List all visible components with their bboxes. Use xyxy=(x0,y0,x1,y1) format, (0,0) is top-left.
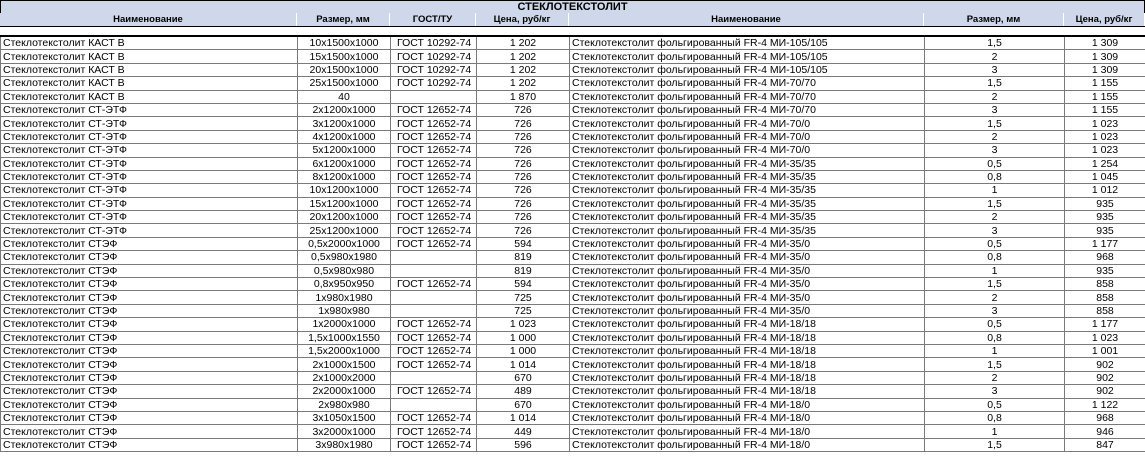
gost-cell: ГОСТ 12652-74 xyxy=(391,385,477,398)
right-price-cell: 968 xyxy=(1065,251,1145,264)
table-row xyxy=(1,157,1145,170)
right-size-cell: 0,8 xyxy=(925,411,1065,424)
left-price-cell: 449 xyxy=(477,425,570,438)
gost-cell: ГОСТ 10292-74 xyxy=(391,63,477,76)
header-price-left: Цена, руб/кг xyxy=(476,13,569,26)
right-price-cell: 1 155 xyxy=(1065,77,1145,90)
left-price-cell: 1 000 xyxy=(477,344,570,357)
right-size-cell: 1,5 xyxy=(925,438,1065,451)
left-size-cell: 8х1200х1000 xyxy=(298,170,391,183)
table-row xyxy=(1,398,1145,411)
table-row xyxy=(1,170,1145,183)
right-size-cell: 1 xyxy=(925,344,1065,357)
right-name-cell: Стеклотекстолит фольгированный FR-4 МИ-35/35 xyxy=(570,184,925,197)
right-size-cell: 0,8 xyxy=(925,170,1065,183)
left-size-cell: 2х1200х1000 xyxy=(298,103,391,116)
gost-cell: ГОСТ 10292-74 xyxy=(391,50,477,63)
right-price-cell: 1 309 xyxy=(1065,36,1145,50)
right-price-cell: 1 155 xyxy=(1065,103,1145,116)
table-row xyxy=(1,438,1145,451)
gost-cell xyxy=(391,398,477,411)
price-table xyxy=(0,35,1145,452)
table-row xyxy=(1,304,1145,317)
table-row xyxy=(1,278,1145,291)
left-size-cell: 2х980х980 xyxy=(298,398,391,411)
header-price-right: Цена, руб/кг xyxy=(1064,13,1145,26)
left-name-cell: Стеклотекстолит СТЭФ xyxy=(1,304,298,317)
right-name-cell: Стеклотекстолит фольгированный FR-4 МИ-35/35 xyxy=(570,211,925,224)
right-price-cell: 935 xyxy=(1065,264,1145,277)
right-size-cell: 3 xyxy=(925,144,1065,157)
gost-cell: ГОСТ 12652-74 xyxy=(391,237,477,250)
gost-cell: ГОСТ 12652-74 xyxy=(391,224,477,237)
left-name-cell: Стеклотекстолит СТ-ЭТФ xyxy=(1,184,298,197)
gost-cell: ГОСТ 12652-74 xyxy=(391,197,477,210)
gost-cell: ГОСТ 12652-74 xyxy=(391,130,477,143)
header-name-left: Наименование xyxy=(0,13,297,26)
left-size-cell: 5х1200х1000 xyxy=(298,144,391,157)
price-table-body xyxy=(1,36,1145,452)
gost-cell: ГОСТ 12652-74 xyxy=(391,331,477,344)
gost-cell: ГОСТ 12652-74 xyxy=(391,170,477,183)
table-row xyxy=(1,103,1145,116)
left-name-cell: Стеклотекстолит СТЭФ xyxy=(1,291,298,304)
right-name-cell: Стеклотекстолит фольгированный FR-4 МИ-35/0 xyxy=(570,304,925,317)
right-price-cell: 902 xyxy=(1065,371,1145,384)
right-name-cell: Стеклотекстолит фольгированный FR-4 МИ-35/35 xyxy=(570,170,925,183)
left-price-cell: 726 xyxy=(477,117,570,130)
right-size-cell: 1 xyxy=(925,425,1065,438)
left-size-cell: 20х1500х1000 xyxy=(298,63,391,76)
left-name-cell: Стеклотекстолит СТ-ЭТФ xyxy=(1,224,298,237)
right-price-cell: 1 177 xyxy=(1065,318,1145,331)
left-price-cell: 594 xyxy=(477,237,570,250)
header-size-left: Размер, мм xyxy=(297,13,390,26)
right-name-cell: Стеклотекстолит фольгированный FR-4 МИ-18/18 xyxy=(570,371,925,384)
table-row xyxy=(1,425,1145,438)
left-price-cell: 726 xyxy=(477,197,570,210)
left-price-cell: 1 014 xyxy=(477,411,570,424)
right-name-cell: Стеклотекстолит фольгированный FR-4 МИ-105/105 xyxy=(570,63,925,76)
left-name-cell: Стеклотекстолит КАСТ В xyxy=(1,90,298,103)
left-size-cell: 10х1200х1000 xyxy=(298,184,391,197)
left-price-cell: 1 014 xyxy=(477,358,570,371)
right-name-cell: Стеклотекстолит фольгированный FR-4 МИ-70/0 xyxy=(570,130,925,143)
right-size-cell: 1,5 xyxy=(925,36,1065,50)
right-size-cell: 0,5 xyxy=(925,237,1065,250)
right-name-cell: Стеклотекстолит фольгированный FR-4 МИ-105/105 xyxy=(570,50,925,63)
right-size-cell: 3 xyxy=(925,385,1065,398)
left-price-cell: 670 xyxy=(477,398,570,411)
right-price-cell: 858 xyxy=(1065,304,1145,317)
right-name-cell: Стеклотекстолит фольгированный FR-4 МИ-70/0 xyxy=(570,117,925,130)
left-name-cell: Стеклотекстолит СТ-ЭТФ xyxy=(1,157,298,170)
left-price-cell: 819 xyxy=(477,251,570,264)
table-row xyxy=(1,344,1145,357)
table-row xyxy=(1,385,1145,398)
right-size-cell: 3 xyxy=(925,103,1065,116)
table-row xyxy=(1,197,1145,210)
right-size-cell: 0,5 xyxy=(925,398,1065,411)
right-size-cell: 3 xyxy=(925,63,1065,76)
right-size-cell: 1,5 xyxy=(925,358,1065,371)
left-size-cell: 40 xyxy=(298,90,391,103)
right-size-cell: 0,5 xyxy=(925,157,1065,170)
left-size-cell: 4х1200х1000 xyxy=(298,130,391,143)
left-price-cell: 726 xyxy=(477,103,570,116)
right-price-cell: 935 xyxy=(1065,224,1145,237)
right-price-cell: 1 045 xyxy=(1065,170,1145,183)
gost-cell xyxy=(391,264,477,277)
right-price-cell: 858 xyxy=(1065,278,1145,291)
table-row xyxy=(1,184,1145,197)
table-row xyxy=(1,358,1145,371)
left-price-cell: 489 xyxy=(477,385,570,398)
header-name-right: Наименование xyxy=(569,13,924,26)
table-row xyxy=(1,63,1145,76)
right-name-cell: Стеклотекстолит фольгированный FR-4 МИ-18/18 xyxy=(570,318,925,331)
left-size-cell: 1х2000х1000 xyxy=(298,318,391,331)
left-name-cell: Стеклотекстолит СТЭФ xyxy=(1,264,298,277)
left-size-cell: 3х1050х1500 xyxy=(298,411,391,424)
right-price-cell: 902 xyxy=(1065,358,1145,371)
right-size-cell: 3 xyxy=(925,304,1065,317)
right-name-cell: Стеклотекстолит фольгированный FR-4 МИ-18/18 xyxy=(570,358,925,371)
left-name-cell: Стеклотекстолит СТЭФ xyxy=(1,251,298,264)
table-row xyxy=(1,117,1145,130)
left-size-cell: 15х1200х1000 xyxy=(298,197,391,210)
right-name-cell: Стеклотекстолит фольгированный FR-4 МИ-18/18 xyxy=(570,331,925,344)
table-row xyxy=(1,90,1145,103)
right-size-cell: 1,5 xyxy=(925,278,1065,291)
right-price-cell: 847 xyxy=(1065,438,1145,451)
left-price-cell: 726 xyxy=(477,170,570,183)
right-price-cell: 1 177 xyxy=(1065,237,1145,250)
gost-cell xyxy=(391,251,477,264)
left-size-cell: 0,5х2000х1000 xyxy=(298,237,391,250)
table-row xyxy=(1,318,1145,331)
right-name-cell: Стеклотекстолит фольгированный FR-4 МИ-35/0 xyxy=(570,278,925,291)
right-name-cell: Стеклотекстолит фольгированный FR-4 МИ-18/18 xyxy=(570,385,925,398)
left-name-cell: Стеклотекстолит СТ-ЭТФ xyxy=(1,130,298,143)
right-size-cell: 1,5 xyxy=(925,197,1065,210)
left-name-cell: Стеклотекстолит КАСТ В xyxy=(1,63,298,76)
left-size-cell: 1х980х1980 xyxy=(298,291,391,304)
right-size-cell: 2 xyxy=(925,90,1065,103)
table-row xyxy=(1,371,1145,384)
right-size-cell: 0,8 xyxy=(925,331,1065,344)
header-size-right: Размер, мм xyxy=(924,13,1064,26)
left-price-cell: 725 xyxy=(477,291,570,304)
right-price-cell: 858 xyxy=(1065,291,1145,304)
right-size-cell: 2 xyxy=(925,371,1065,384)
right-name-cell: Стеклотекстолит фольгированный FR-4 МИ-18/18 xyxy=(570,344,925,357)
right-name-cell: Стеклотекстолит фольгированный FR-4 МИ-18/0 xyxy=(570,425,925,438)
left-price-cell: 1 202 xyxy=(477,36,570,50)
right-size-cell: 1 xyxy=(925,264,1065,277)
table-row xyxy=(1,291,1145,304)
right-price-cell: 935 xyxy=(1065,197,1145,210)
right-name-cell: Стеклотекстолит фольгированный FR-4 МИ-70/70 xyxy=(570,77,925,90)
right-size-cell: 2 xyxy=(925,211,1065,224)
table-row xyxy=(1,211,1145,224)
gost-cell: ГОСТ 12652-74 xyxy=(391,103,477,116)
left-size-cell: 1,5х2000х1000 xyxy=(298,344,391,357)
left-name-cell: Стеклотекстолит СТЭФ xyxy=(1,398,298,411)
left-name-cell: Стеклотекстолит СТ-ЭТФ xyxy=(1,170,298,183)
left-price-cell: 819 xyxy=(477,264,570,277)
left-name-cell: Стеклотекстолит СТЭФ xyxy=(1,318,298,331)
right-price-cell: 1 023 xyxy=(1065,331,1145,344)
right-name-cell: Стеклотекстолит фольгированный FR-4 МИ-70/0 xyxy=(570,144,925,157)
gost-cell: ГОСТ 12652-74 xyxy=(391,425,477,438)
gost-cell: ГОСТ 12652-74 xyxy=(391,157,477,170)
gost-cell: ГОСТ 12652-74 xyxy=(391,358,477,371)
left-price-cell: 670 xyxy=(477,371,570,384)
left-size-cell: 10х1500х1000 xyxy=(298,36,391,50)
gost-cell: ГОСТ 12652-74 xyxy=(391,117,477,130)
table-row xyxy=(1,411,1145,424)
left-name-cell: Стеклотекстолит СТ-ЭТФ xyxy=(1,144,298,157)
gost-cell: ГОСТ 10292-74 xyxy=(391,36,477,50)
left-size-cell: 1х980х980 xyxy=(298,304,391,317)
header-gost: ГОСТ/ТУ xyxy=(390,13,476,26)
gost-cell: ГОСТ 10292-74 xyxy=(391,77,477,90)
right-price-cell: 1 309 xyxy=(1065,50,1145,63)
left-price-cell: 594 xyxy=(477,278,570,291)
table-row xyxy=(1,36,1145,50)
right-size-cell: 0,5 xyxy=(925,318,1065,331)
right-size-cell: 1,5 xyxy=(925,77,1065,90)
gost-cell xyxy=(391,291,477,304)
gost-cell: ГОСТ 12652-74 xyxy=(391,144,477,157)
left-name-cell: Стеклотекстолит СТЭФ xyxy=(1,438,298,451)
table-row xyxy=(1,331,1145,344)
left-name-cell: Стеклотекстолит СТ-ЭТФ xyxy=(1,117,298,130)
gost-cell: ГОСТ 12652-74 xyxy=(391,344,477,357)
right-price-cell: 1 023 xyxy=(1065,130,1145,143)
right-name-cell: Стеклотекстолит фольгированный FR-4 МИ-18/0 xyxy=(570,411,925,424)
gost-cell: ГОСТ 12652-74 xyxy=(391,318,477,331)
left-name-cell: Стеклотекстолит КАСТ В xyxy=(1,50,298,63)
left-price-cell: 726 xyxy=(477,130,570,143)
left-price-cell: 596 xyxy=(477,438,570,451)
page-title: СТЕКЛОТЕКСТОЛИТ xyxy=(0,0,1145,14)
right-name-cell: Стеклотекстолит фольгированный FR-4 МИ-35/35 xyxy=(570,157,925,170)
table-row xyxy=(1,224,1145,237)
right-name-cell: Стеклотекстолит фольгированный FR-4 МИ-35/0 xyxy=(570,291,925,304)
left-name-cell: Стеклотекстолит СТЭФ xyxy=(1,278,298,291)
left-name-cell: Стеклотекстолит СТЭФ xyxy=(1,331,298,344)
left-size-cell: 0,5х980х980 xyxy=(298,264,391,277)
table-header xyxy=(0,13,1145,27)
left-name-cell: Стеклотекстолит СТЭФ xyxy=(1,385,298,398)
left-name-cell: Стеклотекстолит СТЭФ xyxy=(1,425,298,438)
left-price-cell: 726 xyxy=(477,144,570,157)
left-size-cell: 25х1500х1000 xyxy=(298,77,391,90)
left-size-cell: 3х1200х1000 xyxy=(298,117,391,130)
right-price-cell: 935 xyxy=(1065,211,1145,224)
right-size-cell: 0,8 xyxy=(925,251,1065,264)
gost-cell: ГОСТ 12652-74 xyxy=(391,438,477,451)
right-price-cell: 1 023 xyxy=(1065,144,1145,157)
right-price-cell: 968 xyxy=(1065,411,1145,424)
left-price-cell: 1 202 xyxy=(477,50,570,63)
left-price-cell: 1 000 xyxy=(477,331,570,344)
right-price-cell: 1 122 xyxy=(1065,398,1145,411)
right-name-cell: Стеклотекстолит фольгированный FR-4 МИ-70/70 xyxy=(570,103,925,116)
left-size-cell: 0,5х980х1980 xyxy=(298,251,391,264)
left-name-cell: Стеклотекстолит СТЭФ xyxy=(1,358,298,371)
left-size-cell: 3х2000х1000 xyxy=(298,425,391,438)
left-size-cell: 6х1200х1000 xyxy=(298,157,391,170)
left-size-cell: 20х1200х1000 xyxy=(298,211,391,224)
left-name-cell: Стеклотекстолит СТ-ЭТФ xyxy=(1,197,298,210)
left-size-cell: 0,8х950х950 xyxy=(298,278,391,291)
table-row xyxy=(1,77,1145,90)
gost-cell: ГОСТ 12652-74 xyxy=(391,278,477,291)
left-name-cell: Стеклотекстолит СТ-ЭТФ xyxy=(1,211,298,224)
right-price-cell: 946 xyxy=(1065,425,1145,438)
left-price-cell: 726 xyxy=(477,224,570,237)
table-row xyxy=(1,144,1145,157)
left-price-cell: 1 870 xyxy=(477,90,570,103)
gost-cell: ГОСТ 12652-74 xyxy=(391,411,477,424)
right-size-cell: 3 xyxy=(925,224,1065,237)
right-size-cell: 2 xyxy=(925,50,1065,63)
left-size-cell: 25х1200х1000 xyxy=(298,224,391,237)
left-size-cell: 2х1000х2000 xyxy=(298,371,391,384)
table-row xyxy=(1,237,1145,250)
left-price-cell: 726 xyxy=(477,211,570,224)
right-name-cell: Стеклотекстолит фольгированный FR-4 МИ-70/70 xyxy=(570,90,925,103)
left-name-cell: Стеклотекстолит СТЭФ xyxy=(1,411,298,424)
gost-cell xyxy=(391,90,477,103)
table-row xyxy=(1,130,1145,143)
left-name-cell: Стеклотекстолит СТЭФ xyxy=(1,237,298,250)
right-name-cell: Стеклотекстолит фольгированный FR-4 МИ-35/35 xyxy=(570,224,925,237)
left-size-cell: 3х980х1980 xyxy=(298,438,391,451)
right-price-cell: 902 xyxy=(1065,385,1145,398)
left-name-cell: Стеклотекстолит СТЭФ xyxy=(1,344,298,357)
right-name-cell: Стеклотекстолит фольгированный FR-4 МИ-18/0 xyxy=(570,438,925,451)
left-name-cell: Стеклотекстолит СТЭФ xyxy=(1,371,298,384)
right-price-cell: 1 309 xyxy=(1065,63,1145,76)
left-price-cell: 1 023 xyxy=(477,318,570,331)
gost-cell: ГОСТ 12652-74 xyxy=(391,184,477,197)
gost-cell: ГОСТ 12652-74 xyxy=(391,211,477,224)
right-name-cell: Стеклотекстолит фольгированный FR-4 МИ-35/35 xyxy=(570,197,925,210)
left-name-cell: Стеклотекстолит СТ-ЭТФ xyxy=(1,103,298,116)
table-row xyxy=(1,251,1145,264)
gost-cell xyxy=(391,304,477,317)
right-size-cell: 1,5 xyxy=(925,117,1065,130)
left-price-cell: 726 xyxy=(477,184,570,197)
right-price-cell: 1 012 xyxy=(1065,184,1145,197)
right-price-cell: 1 001 xyxy=(1065,344,1145,357)
right-name-cell: Стеклотекстолит фольгированный FR-4 МИ-105/105 xyxy=(570,36,925,50)
left-price-cell: 1 202 xyxy=(477,77,570,90)
right-size-cell: 2 xyxy=(925,130,1065,143)
table-row xyxy=(1,50,1145,63)
right-price-cell: 1 254 xyxy=(1065,157,1145,170)
left-name-cell: Стеклотекстолит КАСТ В xyxy=(1,77,298,90)
right-name-cell: Стеклотекстолит фольгированный FR-4 МИ-35/0 xyxy=(570,251,925,264)
right-price-cell: 1 155 xyxy=(1065,90,1145,103)
right-name-cell: Стеклотекстолит фольгированный FR-4 МИ-35/0 xyxy=(570,237,925,250)
left-name-cell: Стеклотекстолит КАСТ В xyxy=(1,36,298,50)
right-name-cell: Стеклотекстолит фольгированный FR-4 МИ-18/0 xyxy=(570,398,925,411)
gost-cell xyxy=(391,371,477,384)
right-price-cell: 1 023 xyxy=(1065,117,1145,130)
left-size-cell: 15х1500х1000 xyxy=(298,50,391,63)
right-name-cell: Стеклотекстолит фольгированный FR-4 МИ-35/0 xyxy=(570,264,925,277)
left-price-cell: 1 202 xyxy=(477,63,570,76)
right-size-cell: 2 xyxy=(925,291,1065,304)
left-size-cell: 2х2000х1000 xyxy=(298,385,391,398)
left-size-cell: 1,5х1000х1550 xyxy=(298,331,391,344)
left-size-cell: 2х1000х1500 xyxy=(298,358,391,371)
left-price-cell: 726 xyxy=(477,157,570,170)
right-size-cell: 1 xyxy=(925,184,1065,197)
table-row xyxy=(1,264,1145,277)
left-price-cell: 725 xyxy=(477,304,570,317)
